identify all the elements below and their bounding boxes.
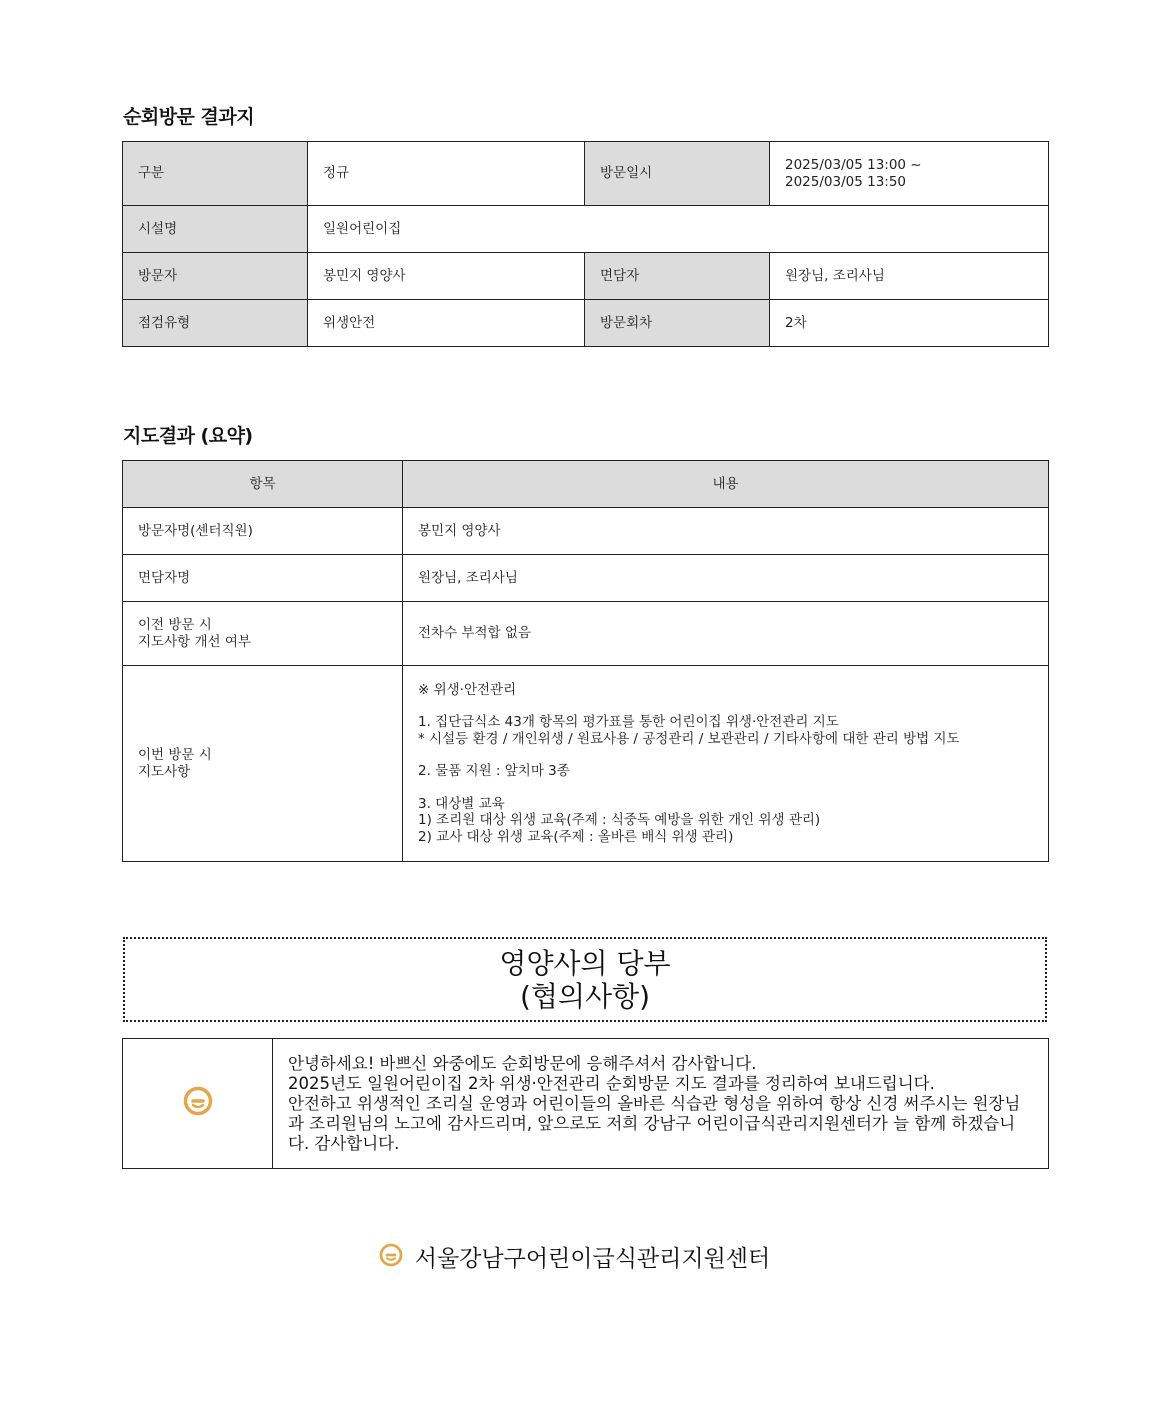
item-interviewee-name: 면담자명 bbox=[123, 555, 403, 602]
header-item: 항목 bbox=[123, 461, 403, 508]
item-previous-improvement: 이전 방문 시 지도사항 개선 여부 bbox=[123, 602, 403, 666]
table-row bbox=[123, 1039, 1049, 1169]
table-row bbox=[123, 508, 1049, 555]
notice-subtitle: (협의사항) bbox=[519, 980, 651, 1013]
value-facility-name: 일원어린이집 bbox=[308, 206, 1049, 253]
guidance-item-1: 1. 집단급식소 43개 항목의 평가표를 통한 어린이집 위생·안전관리 지도 * 시설등 환경 / 개인위생 / 원료사용 / 공정관리 / 보관관리 / 기타사항에 대한 관리 방법 지도 bbox=[418, 714, 960, 747]
table-row bbox=[123, 602, 1049, 666]
table-row bbox=[123, 142, 1049, 206]
value-inspection-type: 위생안전 bbox=[308, 300, 585, 347]
message-line-2: 2025년도 일원어린이집 2차 위생·안전관리 순회방문 지도 결과를 정리하여 보내드립니다. bbox=[288, 1073, 935, 1093]
guidance-heading: ※ 위생·안전관리 bbox=[418, 681, 517, 698]
label-facility-name: 시설명 bbox=[123, 206, 308, 253]
table-row bbox=[123, 206, 1049, 253]
table-row bbox=[123, 666, 1049, 862]
message-line-1: 안녕하세요! 바쁘신 와중에도 순회방문에 응해주셔서 감사합니다. bbox=[288, 1053, 757, 1073]
summary-title: 지도결과 (요약) bbox=[123, 425, 253, 447]
content-previous-improvement: 전차수 부적합 없음 bbox=[403, 602, 1049, 666]
value-visit-round: 2차 bbox=[770, 300, 1049, 347]
label-category: 구분 bbox=[123, 142, 308, 206]
summary-table bbox=[122, 460, 1049, 862]
item-current-guidance: 이번 방문 시 지도사항 bbox=[123, 666, 403, 862]
footer-org-name: 서울강남구어린이급식관리지원센터 bbox=[414, 1246, 771, 1272]
header-content: 내용 bbox=[403, 461, 1049, 508]
label-visit-round: 방문회차 bbox=[585, 300, 770, 347]
message-line-3: 안전하고 위생적인 조리실 운영과 어린이들의 올바른 식습관 형성을 위하여 항상 신경 써주시는 원장님과 조리원님의 노고에 감사드리며, 앞으로도 저희 강남구 어린이급식관리지원센터가 늘 함께 하겠습니다. 감사합니다. bbox=[288, 1093, 1021, 1153]
smile-icon bbox=[379, 1243, 403, 1273]
item-visitor-name: 방문자명(센터직원) bbox=[123, 508, 403, 555]
label-interviewee: 면담자 bbox=[585, 253, 770, 300]
content-current-guidance bbox=[403, 666, 1049, 862]
value-visit-datetime: 2025/03/05 13:00 ~ 2025/03/05 13:50 bbox=[770, 142, 1049, 206]
visit-result-table bbox=[122, 141, 1049, 347]
value-interviewee: 원장님, 조리사님 bbox=[770, 253, 1049, 300]
footer bbox=[0, 1240, 1149, 1275]
label-visitor: 방문자 bbox=[123, 253, 308, 300]
table-row bbox=[123, 253, 1049, 300]
nutritionist-notice-box bbox=[123, 937, 1047, 1022]
message-table bbox=[122, 1038, 1049, 1169]
visit-result-title: 순회방문 결과지 bbox=[123, 106, 255, 128]
table-header-row bbox=[123, 461, 1049, 508]
guidance-item-3: 3. 대상별 교육 1) 조리원 대상 위생 교육(주제 : 식중독 예방을 위한 개인 위생 관리) 2) 교사 대상 위생 교육(주제 : 올바른 배식 위생 관리) bbox=[418, 795, 821, 845]
message-icon-cell bbox=[123, 1039, 273, 1169]
notice-title: 영양사의 당부 bbox=[499, 947, 671, 980]
label-inspection-type: 점검유형 bbox=[123, 300, 308, 347]
message-text bbox=[273, 1039, 1049, 1169]
label-visit-datetime: 방문일시 bbox=[585, 142, 770, 206]
smile-icon bbox=[183, 1086, 213, 1121]
value-category: 정규 bbox=[308, 142, 585, 206]
content-interviewee-name: 원장님, 조리사님 bbox=[403, 555, 1049, 602]
guidance-item-2: 2. 물품 지원 : 앞치마 3종 bbox=[418, 763, 570, 780]
content-visitor-name: 봉민지 영양사 bbox=[403, 508, 1049, 555]
table-row bbox=[123, 300, 1049, 347]
value-visitor: 봉민지 영양사 bbox=[308, 253, 585, 300]
table-row bbox=[123, 555, 1049, 602]
